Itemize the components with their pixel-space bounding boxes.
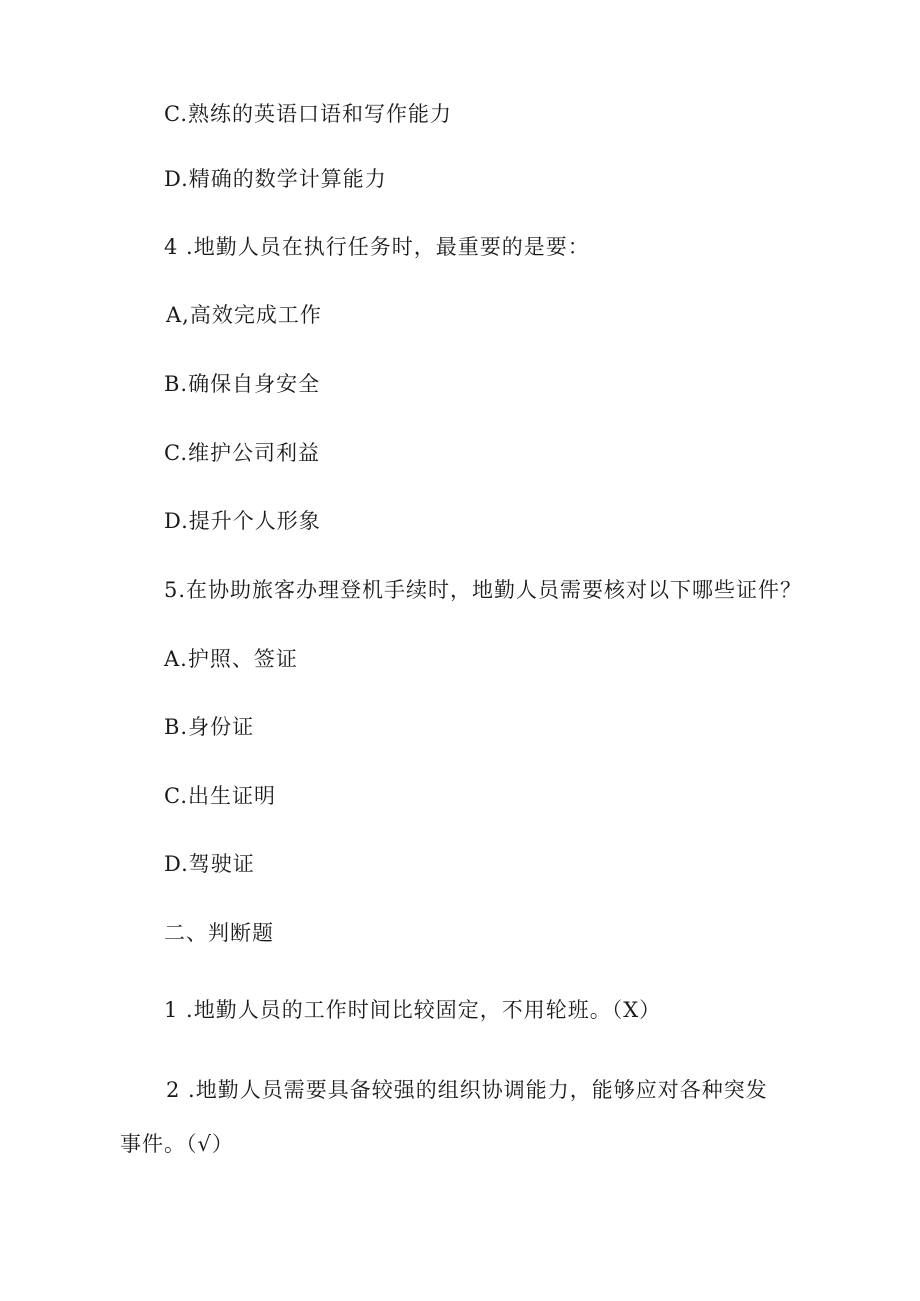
question-5-stem: 5.在协助旅客办理登机手续时，地勤人员需要核对以下哪些证件？ (164, 578, 803, 602)
question-4-option-a: A,高效完成工作 (166, 303, 322, 327)
question-4-option-d: D.提升个人形象 (164, 509, 321, 533)
true-false-item-1: 1 .地勤人员的工作时间比较固定，不用轮班。（X） (164, 998, 662, 1022)
question-4-stem: 4 .地勤人员在执行任务时，最重要的是要： (164, 235, 590, 259)
question-4-option-c: C.维护公司利益 (164, 441, 320, 465)
question-5-option-b: B.身份证 (164, 715, 255, 739)
question-5-option-a: A.护照、签证 (164, 647, 298, 671)
true-false-item-2: 2 .地勤人员需要具备较强的组织协调能力，能够应对各种突发事件。（√） (120, 1078, 768, 1156)
question-3-option-c: C.熟练的英语口语和写作能力 (164, 102, 452, 126)
question-5-option-c: C.出生证明 (164, 784, 276, 808)
question-3-option-d: D.精确的数学计算能力 (164, 167, 387, 191)
section-heading-true-false: 二、判断题 (164, 921, 274, 945)
question-4-option-b: B.确保自身安全 (164, 372, 321, 396)
question-5-option-d: D.驾驶证 (164, 852, 255, 876)
